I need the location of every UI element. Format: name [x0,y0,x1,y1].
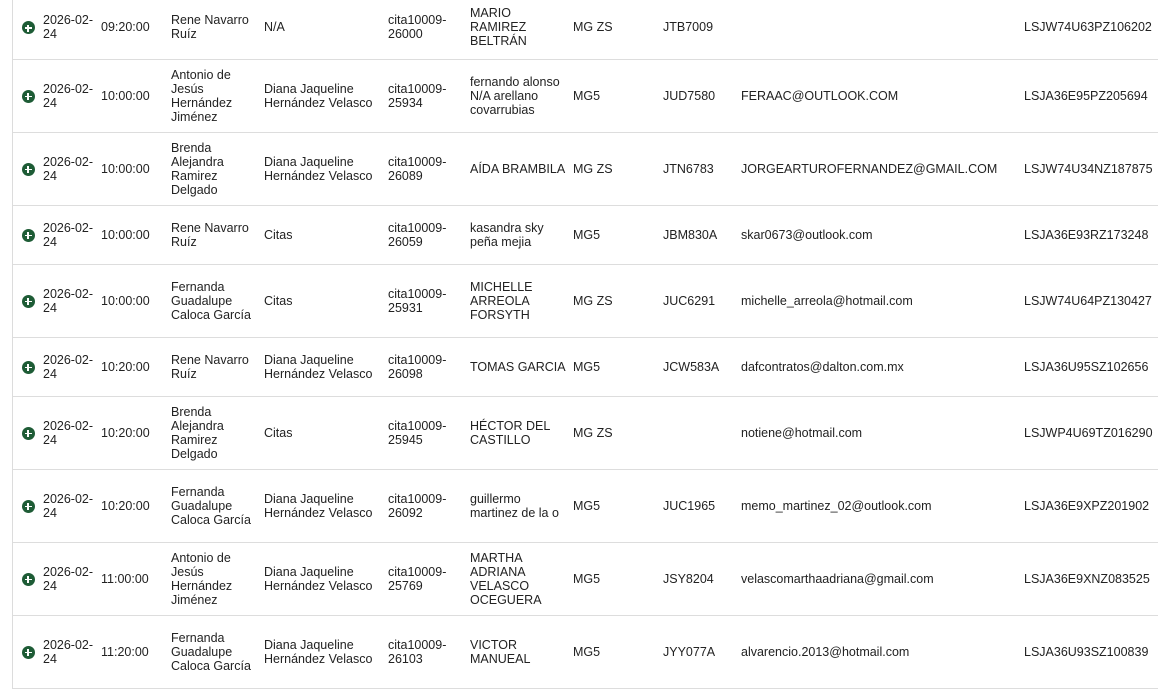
cell-agent [171,396,264,469]
cell-cita [388,264,470,337]
cell-time [101,59,171,132]
row-expand-cell[interactable] [13,59,43,132]
cell-plate [663,396,741,469]
cell-model [573,337,663,396]
cell-client [470,264,573,337]
plus-circle-icon[interactable] [22,295,35,308]
cell-client [470,337,573,396]
cell-vin [1024,469,1158,542]
date-text: 2026-02-24 [43,286,94,315]
vin-text: LSJA36U93SZ100839 [1024,644,1149,659]
agent-text: Rene Navarro Ruíz [171,13,249,42]
cita-text: cita10009-25934 [388,81,447,110]
cell-time [101,542,171,615]
cell-email [741,205,1024,264]
email-text: JORGEARTUROFERNANDEZ@GMAIL.COM [741,161,998,176]
cell-agent [171,469,264,542]
model-text: MG ZS [573,161,613,176]
time-text: 10:00:00 [101,293,150,308]
date-text: 2026-02-24 [43,352,94,381]
time-text: 10:00:00 [101,161,150,176]
cell-email [741,59,1024,132]
plate-text: JUC6291 [663,293,716,308]
cell-model [573,264,663,337]
table-row[interactable] [13,469,1158,542]
cell-model [573,205,663,264]
cell-vin [1024,264,1158,337]
cita-text: cita10009-25769 [388,564,447,593]
cell-date [43,59,101,132]
agent-text: Fernanda Guadalupe Caloca García [171,630,251,673]
plate-text: JYY077A [663,644,716,659]
cell-date [43,264,101,337]
cell-client [470,542,573,615]
plate-text: JTN6783 [663,161,714,176]
cell-client [470,469,573,542]
row-expand-cell[interactable] [13,205,43,264]
model-text: MG5 [573,88,601,103]
vin-text: LSJW74U64PZ130427 [1024,293,1152,308]
cell-email [741,396,1024,469]
cell-time [101,264,171,337]
client-text: MICHELLE ARREOLA FORSYTH [470,279,533,322]
cell-plate [663,615,741,688]
date-text: 2026-02-24 [43,81,94,110]
row-expand-cell[interactable] [13,615,43,688]
client-text: MARTHA ADRIANA VELASCO OCEGUERA [470,550,542,607]
client-text: HÉCTOR DEL CASTILLO [470,418,550,447]
plus-circle-icon[interactable] [22,646,35,659]
row-expand-cell[interactable] [13,396,43,469]
cita-text: cita10009-26059 [388,220,447,249]
cell-model [573,542,663,615]
category-text: Diana Jaqueline Hernández Velasco [264,564,373,593]
row-expand-cell[interactable] [13,0,43,59]
cell-email [741,542,1024,615]
cell-time [101,132,171,205]
vin-text: LSJA36E9XNZ083525 [1024,571,1150,586]
cell-model [573,615,663,688]
cell-date [43,0,101,59]
category-text: Citas [264,227,293,242]
model-text: MG ZS [573,20,613,35]
cell-client [470,0,573,59]
cell-date [43,396,101,469]
cell-cita [388,132,470,205]
cell-plate [663,264,741,337]
category-text: Citas [264,425,293,440]
cell-cita [388,59,470,132]
cita-text: cita10009-25931 [388,286,447,315]
cell-category [264,337,388,396]
plus-circle-icon[interactable] [22,21,35,34]
cell-email [741,469,1024,542]
cell-plate [663,0,741,59]
email-text: notiene@hotmail.com [741,425,863,440]
email-text: memo_martinez_02@outlook.com [741,498,932,513]
row-expand-cell[interactable] [13,264,43,337]
table-row[interactable] [13,615,1158,688]
cell-plate [663,337,741,396]
client-text: fernando alonso N/A arellano covarrubias [470,74,560,117]
cell-vin [1024,205,1158,264]
plus-circle-icon[interactable] [22,500,35,513]
category-text: Diana Jaqueline Hernández Velasco [264,352,373,381]
plus-circle-icon[interactable] [22,90,35,103]
table-row[interactable] [13,205,1158,264]
vin-text: LSJA36U95SZ102656 [1024,359,1149,374]
model-text: MG ZS [573,293,613,308]
plate-text: JBM830A [663,227,718,242]
cell-vin [1024,615,1158,688]
cita-text: cita10009-26000 [388,13,447,42]
category-text: Diana Jaqueline Hernández Velasco [264,491,373,520]
cell-model [573,396,663,469]
date-text: 2026-02-24 [43,154,94,183]
cell-category [264,264,388,337]
cell-client [470,59,573,132]
time-text: 10:00:00 [101,88,150,103]
appointments-table [13,0,1158,689]
email-text: skar0673@outlook.com [741,227,873,242]
table-row[interactable] [13,132,1158,205]
cell-email [741,132,1024,205]
cell-email [741,615,1024,688]
cell-cita [388,469,470,542]
time-text: 09:20:00 [101,20,150,35]
cell-cita [388,205,470,264]
plus-circle-icon[interactable] [22,163,35,176]
cell-cita [388,337,470,396]
cell-date [43,469,101,542]
appointments-table-body [13,0,1158,688]
date-text: 2026-02-24 [43,13,94,42]
cell-time [101,337,171,396]
client-text: AÍDA BRAMBILA [470,161,566,176]
cell-vin [1024,132,1158,205]
email-text: velascomarthaadriana@gmail.com [741,571,934,586]
client-text: VICTOR MANUEAL [470,637,531,666]
plus-circle-icon[interactable] [22,573,35,586]
cell-vin [1024,542,1158,615]
cell-category [264,396,388,469]
cell-client [470,615,573,688]
cell-vin [1024,337,1158,396]
email-text: FERAAC@OUTLOOK.COM [741,88,899,103]
cell-cita [388,615,470,688]
client-text: kasandra sky peña mejia [470,220,544,249]
category-text: Citas [264,293,293,308]
date-text: 2026-02-24 [43,564,94,593]
date-text: 2026-02-24 [43,418,94,447]
agent-text: Rene Navarro Ruíz [171,220,249,249]
cell-category [264,542,388,615]
table-row[interactable] [13,337,1158,396]
cell-plate [663,542,741,615]
cell-model [573,132,663,205]
cell-category [264,0,388,59]
agent-text: Fernanda Guadalupe Caloca García [171,484,251,527]
vin-text: LSJA36E9XPZ201902 [1024,498,1150,513]
cell-category [264,205,388,264]
client-text: guillermo martinez de la o [470,491,559,520]
cita-text: cita10009-26089 [388,154,447,183]
plate-text: JCW583A [663,359,720,374]
cell-cita [388,542,470,615]
plate-text: JUC1965 [663,498,716,513]
cell-date [43,132,101,205]
client-text: MARIO RAMIREZ BELTRÁN [470,6,527,49]
cell-email [741,264,1024,337]
cell-date [43,542,101,615]
date-text: 2026-02-24 [43,491,94,520]
cell-plate [663,205,741,264]
time-text: 10:20:00 [101,498,150,513]
agent-text: Antonio de Jesús Hernández Jiménez [171,550,233,607]
plate-text: JTB7009 [663,20,714,35]
agent-text: Brenda Alejandra Ramirez Delgado [171,140,224,197]
cell-time [101,0,171,59]
cell-date [43,337,101,396]
model-text: MG ZS [573,425,613,440]
cell-category [264,132,388,205]
cell-agent [171,542,264,615]
cell-category [264,469,388,542]
cell-email [741,0,1024,59]
cell-time [101,469,171,542]
cell-client [470,205,573,264]
category-text: N/A [264,20,285,35]
cell-vin [1024,0,1158,59]
model-text: MG5 [573,498,601,513]
category-text: Diana Jaqueline Hernández Velasco [264,154,373,183]
plate-text: JSY8204 [663,571,714,586]
email-text: dafcontratos@dalton.com.mx [741,359,904,374]
plus-circle-icon[interactable] [22,229,35,242]
agent-text: Antonio de Jesús Hernández Jiménez [171,67,233,124]
cell-agent [171,337,264,396]
cita-text: cita10009-26092 [388,491,447,520]
model-text: MG5 [573,571,601,586]
client-text: TOMAS GARCIA [470,359,566,374]
table-row[interactable] [13,396,1158,469]
table-row[interactable] [13,59,1158,132]
model-text: MG5 [573,227,601,242]
cell-plate [663,59,741,132]
email-text: michelle_arreola@hotmail.com [741,293,913,308]
agent-text: Rene Navarro Ruíz [171,352,249,381]
cell-cita [388,396,470,469]
cita-text: cita10009-25945 [388,418,447,447]
cell-vin [1024,59,1158,132]
category-text: Diana Jaqueline Hernández Velasco [264,637,373,666]
cell-category [264,615,388,688]
category-text: Diana Jaqueline Hernández Velasco [264,81,373,110]
table-row[interactable] [13,0,1158,59]
cell-agent [171,0,264,59]
agent-text: Fernanda Guadalupe Caloca García [171,279,251,322]
cita-text: cita10009-26098 [388,352,447,381]
cell-vin [1024,396,1158,469]
cell-client [470,132,573,205]
cell-model [573,469,663,542]
cell-time [101,615,171,688]
cell-agent [171,264,264,337]
cell-model [573,59,663,132]
time-text: 11:20:00 [101,644,149,659]
vin-text: LSJWP4U69TZ016290 [1024,425,1153,440]
table-row[interactable] [13,264,1158,337]
cell-agent [171,615,264,688]
agent-text: Brenda Alejandra Ramirez Delgado [171,404,224,461]
cell-cita [388,0,470,59]
cell-time [101,396,171,469]
cita-text: cita10009-26103 [388,637,447,666]
time-text: 10:20:00 [101,425,150,440]
vin-text: LSJA36E95PZ205694 [1024,88,1148,103]
cell-model [573,0,663,59]
appointments-table-wrapper [12,0,1158,689]
model-text: MG5 [573,359,601,374]
model-text: MG5 [573,644,601,659]
date-text: 2026-02-24 [43,220,94,249]
cell-agent [171,132,264,205]
email-text: alvarencio.2013@hotmail.com [741,644,910,659]
row-expand-cell[interactable] [13,469,43,542]
cell-plate [663,469,741,542]
cell-date [43,205,101,264]
cell-date [43,615,101,688]
plate-text: JUD7580 [663,88,716,103]
plus-circle-icon[interactable] [22,427,35,440]
cell-client [470,396,573,469]
plus-circle-icon[interactable] [22,361,35,374]
row-expand-cell[interactable] [13,337,43,396]
cell-plate [663,132,741,205]
vin-text: LSJA36E93RZ173248 [1024,227,1149,242]
table-row[interactable] [13,542,1158,615]
cell-agent [171,59,264,132]
date-text: 2026-02-24 [43,637,94,666]
vin-text: LSJW74U63PZ106202 [1024,20,1152,35]
cell-time [101,205,171,264]
time-text: 10:20:00 [101,359,150,374]
vin-text: LSJW74U34NZ187875 [1024,161,1153,176]
row-expand-cell[interactable] [13,132,43,205]
cell-category [264,59,388,132]
cell-email [741,337,1024,396]
cell-agent [171,205,264,264]
row-expand-cell[interactable] [13,542,43,615]
time-text: 10:00:00 [101,227,150,242]
time-text: 11:00:00 [101,571,149,586]
